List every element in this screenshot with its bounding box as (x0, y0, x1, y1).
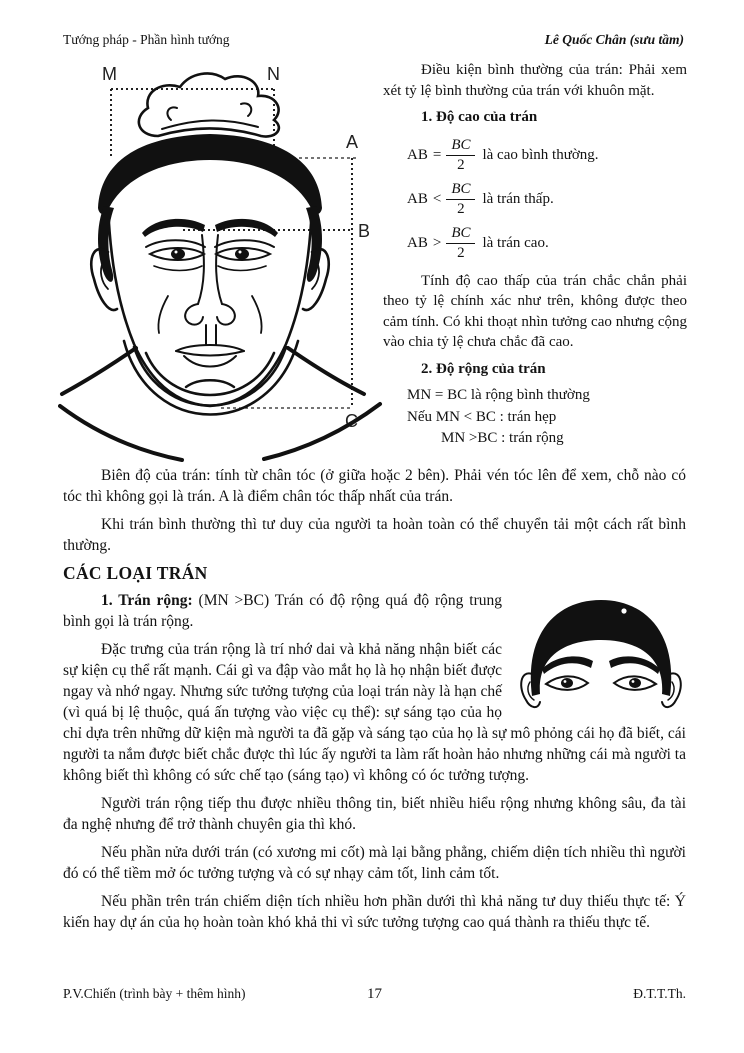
page-number: 17 (367, 986, 382, 1002)
right-column (383, 60, 687, 450)
paragraph-binh-thuong: Khi trán bình thường thì tư duy của người ta hoàn toàn có thể chuyển tải một cách rất bình thường. (63, 516, 686, 554)
label-a: A (346, 132, 359, 152)
label-n: N (267, 64, 280, 84)
formula-row-normal (383, 134, 687, 178)
width-rule-narrow: Nếu MN < BC : trán hẹp (407, 408, 557, 425)
face-diagram (58, 56, 388, 464)
formula-meaning: là cao bình thường. (482, 147, 599, 164)
wide-forehead-image (516, 594, 686, 714)
header-left-title: Tướng pháp - Phần hình tướng (63, 32, 230, 47)
width-rule-wide: MN >BC : trán rộng (441, 430, 564, 446)
paragraph-forehead-condition: Điều kiện bình thường của trán: Phải xem xét tỷ lệ bình thường của trán với khuôn mặt. (383, 62, 687, 99)
section-wide-forehead (63, 590, 686, 933)
formula-lhs: AB (407, 191, 428, 208)
paragraph-phan-tren-tran: Nếu phần trên trán chiếm diện tích nhiều hơn phần dưới thì khả năng tư duy thiếu thực tế: Ý kiến hay dự án của họ hoàn toàn khó khả thi vì sức tưởng tượng cao quá thành ra thiếu thực tế. (63, 893, 686, 931)
label-b: B (358, 221, 371, 241)
tran-rong-label: 1. Trán rộng: (101, 592, 193, 609)
face-art (60, 73, 380, 460)
footer-right-initials: Đ.T.T.Th. (633, 986, 686, 1001)
paragraph-bien-do: Biên độ của trán: tính từ chân tóc (ở giữa hoặc 2 bên). Phải vén tóc lên để xem, chỗ nào có tóc thì không gọi là trán. A là điểm chân tóc thấp nhất của trán. (63, 467, 686, 505)
fraction-denominator: 2 (457, 245, 465, 261)
header-right-author: Lê Quốc Chân (sưu tầm) (544, 32, 684, 47)
heading-forehead-height: 1. Độ cao của trán (421, 109, 538, 125)
formula-lhs: AB (407, 147, 428, 164)
fraction-numerator: BC (446, 137, 475, 156)
heading-forehead-width: 2. Độ rộng của trán (421, 360, 546, 377)
formula-meaning: là trán thấp. (482, 191, 554, 208)
footer-left-credit: P.V.Chiến (trình bày + thêm hình) (63, 986, 246, 1001)
label-m: M (102, 64, 117, 84)
man-forehead-eyes-illustration (516, 594, 686, 714)
face-diagram-image (58, 56, 388, 464)
fraction (446, 181, 475, 218)
paragraph-nguoi-tran-rong: Người trán rộng tiếp thu được nhiều thông tin, biết nhiều hiểu rộng nhưng không sâu, đa tài đa nghệ nhưng để trở thành chuyên gia thì khó. (63, 795, 686, 833)
width-rule-normal: MN = BC là rộng bình thường (407, 387, 590, 403)
formula-operator: > (432, 235, 442, 252)
main-body (63, 465, 686, 940)
tran-rong-definition-text: (MN >BC) Trán có độ rộng quá độ rộng trung bình gọi là trán rộng. (63, 592, 502, 630)
formula-operator: = (432, 147, 442, 164)
formula-row-high (383, 222, 687, 266)
fraction-numerator: BC (446, 225, 475, 244)
fraction-numerator: BC (446, 181, 475, 200)
paragraph-dac-trung: Đặc trưng của trán rộng là trí nhớ dai và khả năng nhận biết các sự kiện cụ thể rất mạnh. Cái gì va đập vào mắt họ là họ nhận biết được ngay và nhớ ngay. Nhưng sức tưởng tượng của loại trán này là hạn chế (vì quá bị lệ thuộc, quá ấn tượng vào việc cụ thể): sự sáng tạo của họ chỉ dựa trên những dữ kiện mà người ta đã gặp và sáng tạo của họ là sự mô phỏng cái họ đã biết, cái người ta nắm được biết chắc được thì lúc ấy người ta làm rất hoàn hảo nhưng những cái mà người ta không biết thì không có sức chế tạo (sáng tạo) vì không có óc tưởng tượng. (63, 641, 686, 784)
formula-lhs: AB (407, 235, 428, 252)
fraction-denominator: 2 (457, 157, 465, 173)
page-header (63, 32, 684, 48)
fraction (446, 137, 475, 174)
formula-row-low (383, 178, 687, 222)
fraction (446, 225, 475, 262)
formula-operator: < (432, 191, 442, 208)
section-title-forehead-types: CÁC LOẠI TRÁN (63, 563, 208, 583)
formula-meaning: là trán cao. (482, 235, 549, 252)
label-c: C (345, 411, 358, 431)
paragraph-ratio-note: Tính độ cao thấp của trán chắc chắn phải theo tỷ lệ chính xác như trên, không được theo cảm tính. Có khi thoạt nhìn tưởng cao nhưng cộng vào chia tỷ lệ chưa chắc đã cao. (383, 272, 687, 350)
paragraph-nua-duoi-tran: Nếu phần nửa dưới trán (có xương mi cốt) mà lại bằng phẳng, chiếm diện tích nhiều thì người đó có thể tiềm mở óc tưởng tượng và có sự nhạy cảm tốt, linh cảm tốt. (63, 844, 686, 882)
fraction-denominator: 2 (457, 201, 465, 217)
